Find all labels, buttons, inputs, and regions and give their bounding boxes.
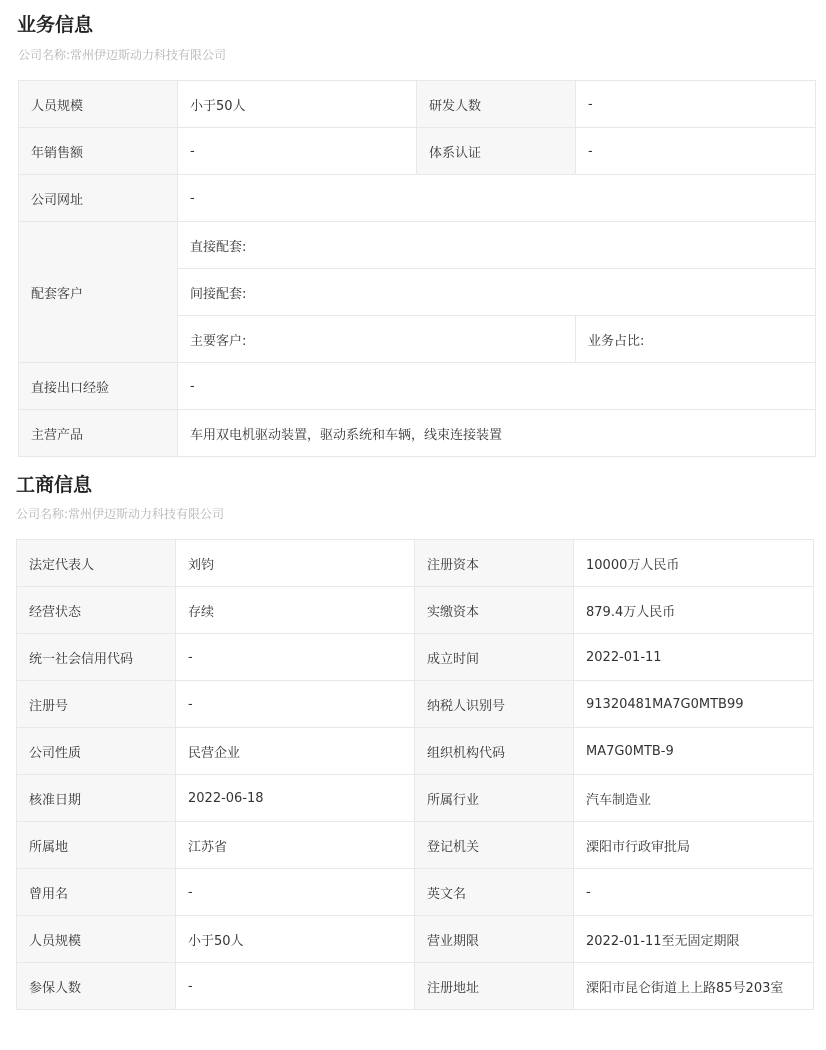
direct-supply-label: 直接配套: xyxy=(178,222,816,269)
table-row xyxy=(19,363,816,410)
table-row xyxy=(17,634,814,681)
field-label: 统一社会信用代码 xyxy=(17,634,176,681)
field-label: 纳税人识别号 xyxy=(415,681,574,728)
table-row xyxy=(17,681,814,728)
staff-size-label: 人员规模 xyxy=(19,81,178,128)
table-row xyxy=(17,775,814,822)
field-label: 注册资本 xyxy=(415,540,574,587)
table-row xyxy=(19,222,816,269)
field-value: - xyxy=(176,869,415,916)
table-row xyxy=(17,916,814,963)
certification-label: 体系认证 xyxy=(417,128,576,175)
table-row xyxy=(17,587,814,634)
table-row xyxy=(19,128,816,175)
customers-label: 配套客户 xyxy=(19,222,178,363)
table-row xyxy=(19,81,816,128)
field-value: 江苏省 xyxy=(176,822,415,869)
field-label: 营业期限 xyxy=(415,916,574,963)
field-label: 成立时间 xyxy=(415,634,574,681)
field-label: 人员规模 xyxy=(17,916,176,963)
business-company-name: 公司名称:常州伊迈斯动力科技有限公司 xyxy=(18,48,227,62)
field-value: 刘钧 xyxy=(176,540,415,587)
business-share-label: 业务占比: xyxy=(576,316,816,363)
export-value: - xyxy=(178,363,816,410)
field-value: 2022-01-11 xyxy=(574,634,814,681)
field-value: 存续 xyxy=(176,587,415,634)
website-value: - xyxy=(178,175,816,222)
field-label: 实缴资本 xyxy=(415,587,574,634)
products-value: 车用双电机驱动装置，驱动系统和车辆，线束连接装置 xyxy=(178,410,816,457)
field-label: 曾用名 xyxy=(17,869,176,916)
field-value: 2022-06-18 xyxy=(176,775,415,822)
table-row xyxy=(17,963,814,1010)
rd-staff-label: 研发人数 xyxy=(417,81,576,128)
field-label: 英文名 xyxy=(415,869,574,916)
rd-staff-value: - xyxy=(576,81,816,128)
field-value: - xyxy=(176,634,415,681)
table-row xyxy=(19,175,816,222)
field-value: - xyxy=(176,681,415,728)
field-value: 91320481MA7G0MTB99 xyxy=(574,681,814,728)
products-label: 主营产品 xyxy=(19,410,178,457)
field-label: 所属地 xyxy=(17,822,176,869)
field-value: 溧阳市昆仑街道上上路85号203室 xyxy=(574,963,814,1010)
field-value: 10000万人民币 xyxy=(574,540,814,587)
field-value: 溧阳市行政审批局 xyxy=(574,822,814,869)
field-label: 所属行业 xyxy=(415,775,574,822)
indirect-supply-label: 间接配套: xyxy=(178,269,816,316)
field-label: 组织机构代码 xyxy=(415,728,574,775)
field-label: 核准日期 xyxy=(17,775,176,822)
field-value: MA7G0MTB-9 xyxy=(574,728,814,775)
table-row xyxy=(17,540,814,587)
field-label: 参保人数 xyxy=(17,963,176,1010)
field-value: 汽车制造业 xyxy=(574,775,814,822)
annual-sales-value: - xyxy=(178,128,417,175)
staff-size-value: 小于50人 xyxy=(178,81,417,128)
registration-company-name: 公司名称:常州伊迈斯动力科技有限公司 xyxy=(16,507,225,521)
field-value: - xyxy=(574,869,814,916)
field-label: 注册号 xyxy=(17,681,176,728)
main-customers-label: 主要客户: xyxy=(178,316,576,363)
table-row xyxy=(19,410,816,457)
registration-info-title: 工商信息 xyxy=(16,474,93,496)
export-label: 直接出口经验 xyxy=(19,363,178,410)
field-label: 注册地址 xyxy=(415,963,574,1010)
table-row xyxy=(17,822,814,869)
business-info-title: 业务信息 xyxy=(17,14,94,36)
certification-value: - xyxy=(576,128,816,175)
field-label: 公司性质 xyxy=(17,728,176,775)
field-label: 法定代表人 xyxy=(17,540,176,587)
field-value: 879.4万人民币 xyxy=(574,587,814,634)
field-value: 小于50人 xyxy=(176,916,415,963)
field-label: 经营状态 xyxy=(17,587,176,634)
field-value: - xyxy=(176,963,415,1010)
annual-sales-label: 年销售额 xyxy=(19,128,178,175)
registration-info-table xyxy=(16,539,814,1010)
table-row xyxy=(17,728,814,775)
website-label: 公司网址 xyxy=(19,175,178,222)
field-label: 登记机关 xyxy=(415,822,574,869)
table-row xyxy=(17,869,814,916)
field-value: 民营企业 xyxy=(176,728,415,775)
business-info-table xyxy=(18,80,816,457)
field-value: 2022-01-11至无固定期限 xyxy=(574,916,814,963)
